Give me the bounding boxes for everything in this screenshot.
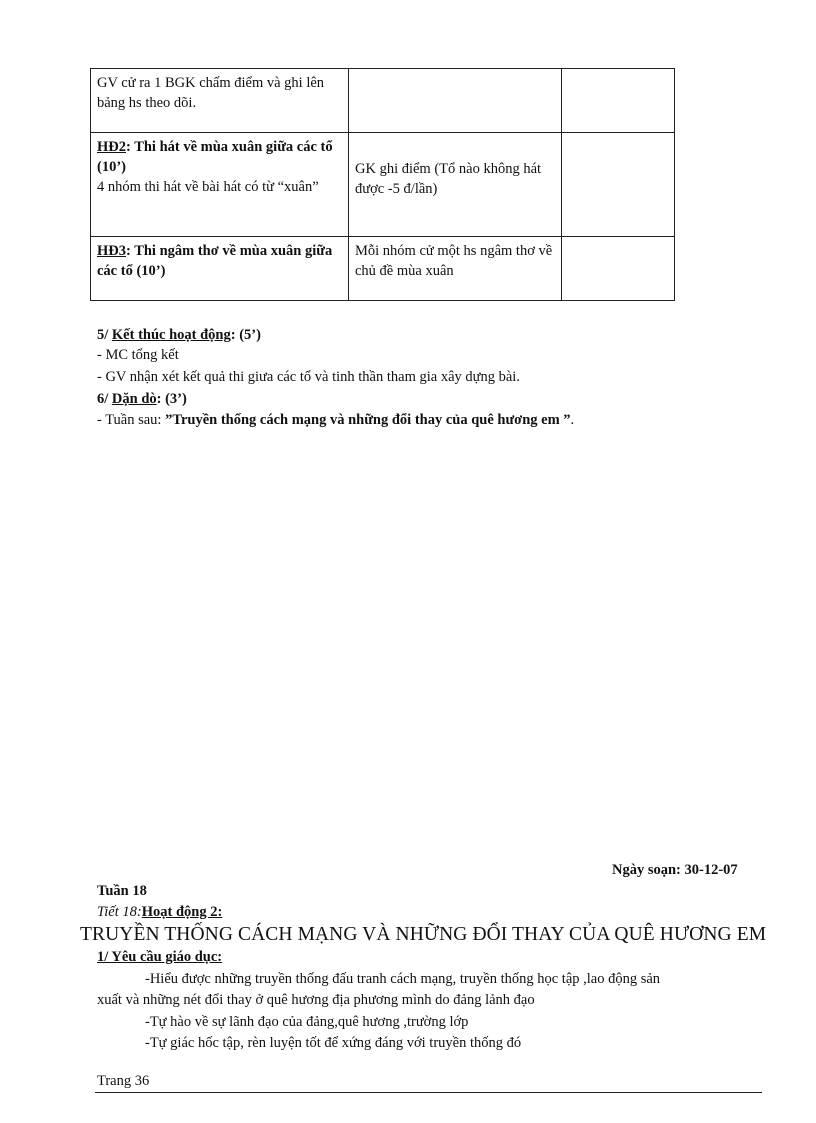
requirements-title: 1/ Yêu cầu giáo dục: xyxy=(97,949,223,965)
requirement-line: -Hiểu được những truyền thống đấu tranh cách mạng, truyền thống học tập ,lao động sản xyxy=(145,971,661,987)
section-6-line xyxy=(97,412,574,429)
table-cell-note xyxy=(349,69,562,133)
period-label: Tiết 18: xyxy=(97,904,142,920)
section-5-heading xyxy=(97,327,261,344)
section-5-line: - GV nhận xét kết quả thi giưa các tổ và tinh thần tham gia xây dựng bài. xyxy=(97,369,520,385)
table-row xyxy=(91,69,675,133)
page-number: Trang 36 xyxy=(97,1073,150,1089)
prep-date: Ngày soạn: 30-12-07 xyxy=(612,862,738,878)
requirement-line: xuất và những nét đổi thay ở quê hương địa phương mình do đảng lảnh đạo xyxy=(97,992,535,1008)
lesson-label xyxy=(97,904,222,921)
requirements-heading xyxy=(97,949,222,966)
section-number: 5/ xyxy=(97,327,112,343)
lesson-activity-table xyxy=(90,68,675,301)
section-6-heading xyxy=(97,391,187,408)
table-cell-empty xyxy=(562,237,675,301)
footer-divider xyxy=(95,1092,762,1093)
requirement-line: -Tự giác hốc tập, rèn luyện tốt để xứng đáng với truyền thống đó xyxy=(145,1035,522,1051)
section-title: Dặn dò xyxy=(111,391,157,407)
activity-title: : Thi hát về mùa xuân giữa các tổ (10’) xyxy=(97,139,333,175)
table-cell-activity xyxy=(91,133,349,237)
table-cell-note: Mỗi nhóm cử một hs ngâm thơ về chủ đề mùa xuân xyxy=(349,237,562,301)
section-title: Kết thúc hoạt động xyxy=(111,327,231,343)
table-cell-empty xyxy=(562,69,675,133)
week-label: Tuần 18 xyxy=(97,883,147,899)
lesson-title: TRUYỀN THỐNG CÁCH MẠNG VÀ NHỮNG ĐỔI THAY CỦA QUÊ HƯƠNG EM xyxy=(80,924,767,945)
section-time: : (5’) xyxy=(230,327,261,343)
next-week-label: - Tuần sau: xyxy=(97,412,166,428)
section-5-line: - MC tổng kết xyxy=(97,347,179,363)
activity-body: 4 nhóm thi hát về bài hát có từ “xuân” xyxy=(97,179,319,195)
activity-title: : Thi ngâm thơ về mùa xuân giữa các tổ (10’) xyxy=(97,243,333,279)
punctuation: . xyxy=(570,412,575,428)
section-number: 6/ xyxy=(97,391,112,407)
next-week-topic: ”Truyền thống cách mạng và những đổi thay của quê hương em ” xyxy=(165,412,571,428)
table-cell-note: GK ghi điểm (Tổ nào không hát được -5 đ/lần) xyxy=(349,133,562,237)
table-cell-activity xyxy=(91,237,349,301)
activity-label: Hoạt động 2: xyxy=(141,904,223,920)
table-row xyxy=(91,133,675,237)
cell-text: GV cử ra 1 BGK chấm điểm và ghi lên bảng hs theo dõi. xyxy=(97,75,325,111)
requirement-line: -Tự hào về sự lãnh đạo của đảng,quê hương ,trường lớp xyxy=(145,1014,469,1030)
table-cell-empty xyxy=(562,133,675,237)
table-cell-activity xyxy=(91,69,349,133)
activity-code: HĐ3 xyxy=(97,243,126,259)
table-row xyxy=(91,237,675,301)
section-time: : (3’) xyxy=(156,391,187,407)
activity-code: HĐ2 xyxy=(97,139,126,155)
